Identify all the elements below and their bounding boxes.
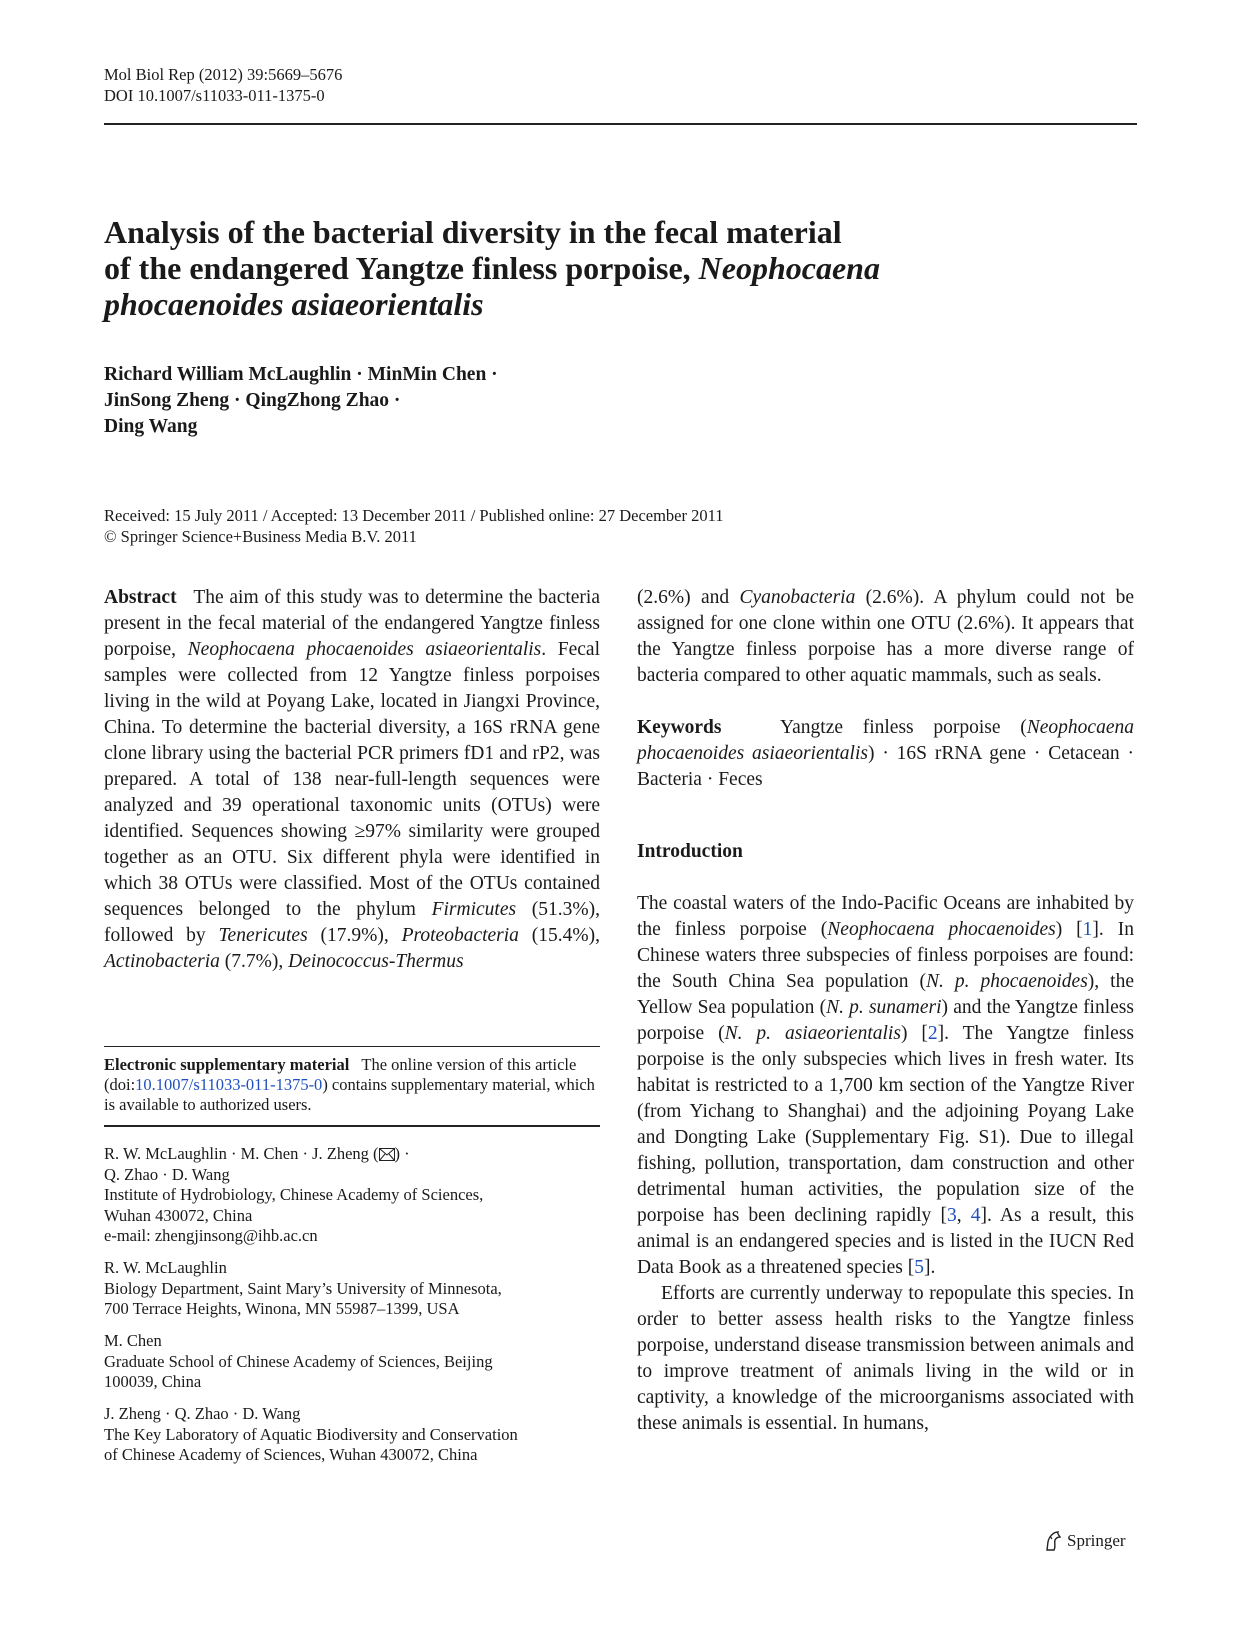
citation-link[interactable]: 2 — [927, 1023, 938, 1044]
affiliation-line: Institute of Hydrobiology, Chinese Academy of Sciences, — [104, 1185, 484, 1204]
envelope-icon — [379, 1148, 395, 1161]
received-dates: Received: 15 July 2011 / Accepted: 13 December 2011 / Published online: 27 December 2011 — [104, 506, 724, 525]
publication-dates — [104, 505, 1104, 547]
intro-paragraph: Efforts are currently underway to repopulate this species. In order to better assess health risks to the Yangtze finless porpoise, understand disease transmission between animals and to improve treatment of animals living in the wild or in captivity, a knowledge of the microorganisms associated with these animals is essential. In humans, — [637, 1283, 1134, 1434]
title-line: phocaenoides asiaeorientalis — [104, 286, 484, 322]
affiliation-email: e-mail: zhengjinsong@ihb.ac.cn — [104, 1226, 318, 1245]
abstract-continued: (2.6%) and Cyanobacteria (2.6%). A phylum could not be assigned for one clone within one OTU (2.6%). It appears that the Yangtze finless porpoise has a more diverse range of bacteria compared to other aquatic mammals, such as seals. — [637, 587, 1134, 686]
affiliation-line: 100039, China — [104, 1372, 202, 1391]
author-line: JinSong Zheng · QingZhong Zhao · — [104, 390, 401, 411]
springer-horse-icon — [1043, 1530, 1063, 1552]
footnote-rule — [104, 1046, 600, 1047]
affiliation-line: of Chinese Academy of Sciences, Wuhan 430072, China — [104, 1445, 478, 1464]
citation-link[interactable]: 3 — [946, 1205, 957, 1226]
doi: DOI 10.1007/s11033-011-1375-0 — [104, 86, 325, 105]
affiliation-line: R. W. McLaughlin — [104, 1258, 227, 1277]
esm-label: Electronic supplementary material — [104, 1055, 350, 1074]
keywords-label: Keywords — [637, 717, 722, 738]
article-title — [104, 214, 1104, 322]
title-line: Analysis of the bacterial diversity in the fecal material — [104, 214, 842, 250]
supplementary-note: Electronic supplementary material The online version of this article (doi:10.1007/s11033-011-1375-0) contains supplementary material, which is available to authorized users. — [104, 1055, 595, 1114]
abstract-section — [104, 585, 600, 975]
keywords: Keywords Yangtze finless porpoise (Neophocaena phocaenoides asiaeorientalis) · 16S rRNA gene · Cetacean · Bacteria · Feces — [637, 717, 1135, 790]
affiliation-block — [104, 1258, 600, 1320]
affiliation-line: The Key Laboratory of Aquatic Biodiversity and Conservation — [104, 1424, 518, 1444]
affiliation-line: M. Chen — [104, 1331, 162, 1350]
citation-link[interactable]: 1 — [1082, 919, 1093, 940]
affiliation-line: 700 Terrace Heights, Winona, MN 55987–1399, USA — [104, 1299, 460, 1318]
affiliation-line: Wuhan 430072, China — [104, 1205, 253, 1225]
publisher-logo — [1043, 1530, 1126, 1552]
journal-header — [104, 64, 342, 106]
abstract-text: Abstract The aim of this study was to determine the bacteria present in the fecal material of the endangered Yangtze finless porpoise, Neophocaena phocaenoides asiaeorientalis. Fecal samples were collected from 12 Yangtze finless porpoises living in the wild at Poyang Lake, located in Jiangxi Province, China. To determine the bacterial diversity, a 16S rRNA gene clone library using the bacterial PCR primers fD1 and rP2, was prepared. A total of 138 near-full-length sequences were analyzed and 39 operational taxonomic units (OTUs) were identified. Sequences showing ≥97% similarity were grouped together as an OTU. Six different phyla were identified in which 38 OTUs were classified. Most of the OTUs contained sequences belonged to the phylum Firmicutes (51.3%), followed by Tenericutes (17.9%), Proteobacteria (15.4%), Actinobacteria (7.7%), Deinococcus-Thermus — [104, 587, 600, 972]
citation-link[interactable]: 4 — [970, 1205, 981, 1226]
affiliation-line: Graduate School of Chinese Academy of Sciences, Beijing — [104, 1351, 493, 1371]
header-rule — [104, 123, 1137, 125]
right-column — [637, 585, 1134, 1437]
intro-paragraph: The coastal waters of the Indo-Pacific Oceans are inhabited by the finless porpoise (Neophocaena phocaenoides) [1]. In Chinese waters three subspecies of finless porpoises are found: the South China Sea population (N. p. phocaenoides), the Yellow Sea population (N. p. sunameri) and the Yangtze finless porpoise (N. p. asiaeorientalis) [2]. The Yangtze finless porpoise is the only subspecies which lives in fresh water. Its habitat is restricted to a 1,700 km section of the Yangtze River (from Yichang to Shanghai) and the adjoining Poyang Lake and Dongting Lake (Supplementary Fig. S1). Due to illegal fishing, pollution, transportation, dam construction and other detrimental human activities, the population size of the porpoise has been declining rapidly [3, 4]. As a result, this animal is an endangered species and is listed in the IUCN Red Data Book as a threatened species [5]. — [637, 893, 1134, 1278]
doi-link[interactable]: 10.1007/s11033-011-1375-0 — [135, 1075, 323, 1094]
affiliation-line: Q. Zhao · D. Wang — [104, 1164, 230, 1184]
abstract-label: Abstract — [104, 587, 177, 608]
author-line: Ding Wang — [104, 416, 198, 437]
affiliation-block — [104, 1144, 600, 1247]
author-list — [104, 362, 804, 440]
section-heading-introduction: Introduction — [637, 841, 743, 862]
affiliation-rule — [104, 1125, 600, 1127]
affiliation-line: J. Zheng · Q. Zhao · D. Wang — [104, 1404, 301, 1423]
copyright: © Springer Science+Business Media B.V. 2011 — [104, 527, 417, 546]
journal-citation: Mol Biol Rep (2012) 39:5669–5676 — [104, 65, 343, 84]
citation-link[interactable]: 5 — [914, 1257, 924, 1278]
affiliation-line: Biology Department, Saint Mary’s University of Minnesota, — [104, 1278, 502, 1298]
affiliation-line: R. W. McLaughlin · M. Chen · J. Zheng ( ) · — [104, 1144, 410, 1163]
affiliation-block — [104, 1331, 600, 1393]
title-line: of the endangered Yangtze finless porpoise, Neophocaena — [104, 250, 880, 286]
affiliation-block — [104, 1404, 600, 1466]
publisher-name: Springer — [1067, 1531, 1126, 1550]
author-line: Richard William McLaughlin · MinMin Chen · — [104, 364, 498, 385]
